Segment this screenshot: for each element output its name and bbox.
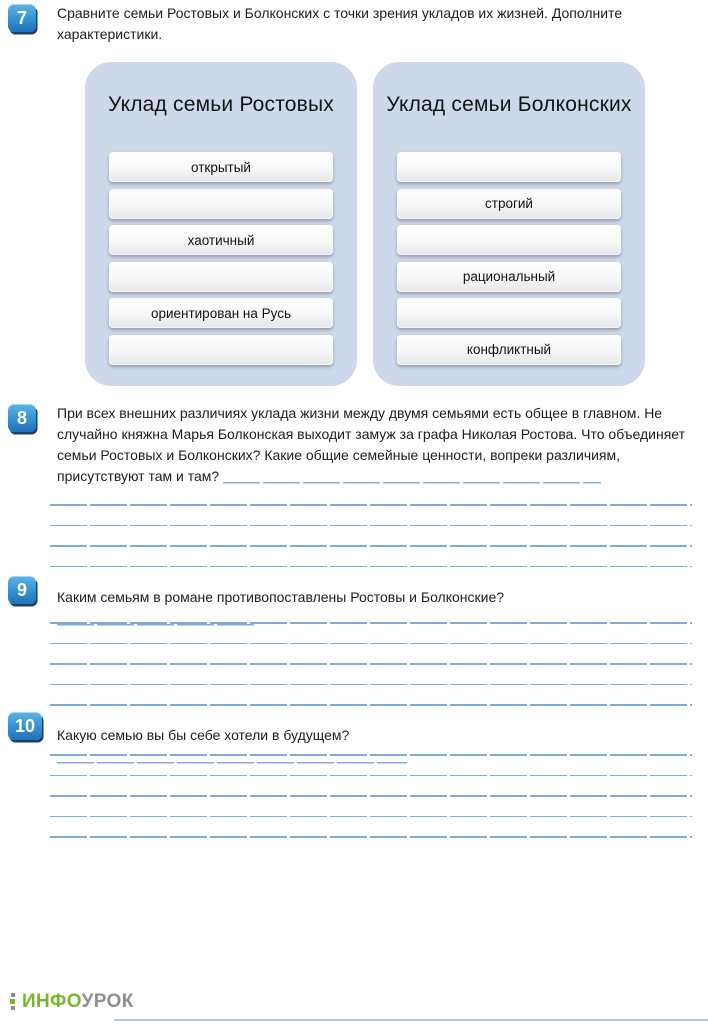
rostov-trait-box-5: ориентирован на Русь [109,298,333,328]
logo-text-green: ИНФО [22,991,82,1012]
answer-line[interactable] [50,506,692,527]
question-10-answer-lines [50,735,692,838]
question-7-text-content: Сравните семьи Ростовых и Болконских с точки зрения укладов их жизней. Дополните характеристики. [57,5,623,42]
rostov-panel-title: Уклад семьи Ростовых [107,93,335,116]
answer-line[interactable] [50,776,692,797]
answer-line[interactable] [50,685,692,706]
bolkonsky-trait-box-6: конфликтный [397,335,621,365]
answer-line[interactable] [50,817,692,838]
question-9-text-content: Каким семьям в романе противопоставлены Ростовы и Болконские? [57,589,505,605]
rostov-trait-list [85,152,357,365]
rostov-trait-box-3: хаотичный [109,225,333,255]
answer-line[interactable] [50,797,692,818]
rostov-trait-box-4-blank[interactable] [109,262,333,292]
bolkonsky-family-panel [373,62,645,386]
bolkonsky-trait-box-5-blank[interactable] [397,298,621,328]
answer-line[interactable] [50,735,692,756]
question-9-badge: 9 [8,576,36,604]
bolkonsky-panel-title: Уклад семьи Болконских [386,93,632,116]
answer-line[interactable] [50,526,692,547]
rostov-trait-box-1: открытый [109,152,333,182]
answer-line[interactable] [50,603,692,624]
infourok-logo-text [22,992,134,1011]
answer-line[interactable] [50,547,692,568]
question-9-answer-lines [50,603,692,706]
infourok-logo-icon [10,992,20,1011]
question-8-inline-answer-line[interactable] [223,470,601,484]
bolkonsky-trait-box-4: рациональный [397,262,621,292]
infourok-logo [10,992,134,1011]
question-8-answer-lines [50,485,692,567]
answer-line[interactable] [50,644,692,665]
rostov-trait-box-6-blank[interactable] [109,335,333,365]
bolkonsky-trait-box-2: строгий [397,189,621,219]
question-7-badge: 7 [8,4,36,32]
bolkonsky-trait-box-3-blank[interactable] [397,225,621,255]
question-10-text-content: Какую семью вы бы себе хотели в будущем? [57,727,350,743]
answer-line[interactable] [50,665,692,686]
bolkonsky-trait-box-1-blank[interactable] [397,152,621,182]
rostov-trait-box-2-blank[interactable] [109,189,333,219]
answer-line[interactable] [50,485,692,506]
question-7-text [57,3,677,45]
answer-line[interactable] [50,756,692,777]
rostov-family-panel [85,62,357,386]
question-8-text [57,403,702,487]
footer-divider [114,1019,708,1021]
question-8-text-content: При всех внешних различиях уклада жизни между двумя семьями есть общее в главном. Не случайно княжна Марья Болконская выходит замуж за графа Николая Ростова. Что объединяет семьи Ростовых и Болконских? Какие общие семейные ценности, вопреки различиям, присутствуют там и там? [57,405,686,484]
question-8-badge: 8 [8,404,36,432]
bolkonsky-trait-list [373,152,645,365]
logo-text-gray: УРОК [81,991,134,1012]
answer-line[interactable] [50,624,692,645]
question-10-badge: 10 [8,712,42,740]
